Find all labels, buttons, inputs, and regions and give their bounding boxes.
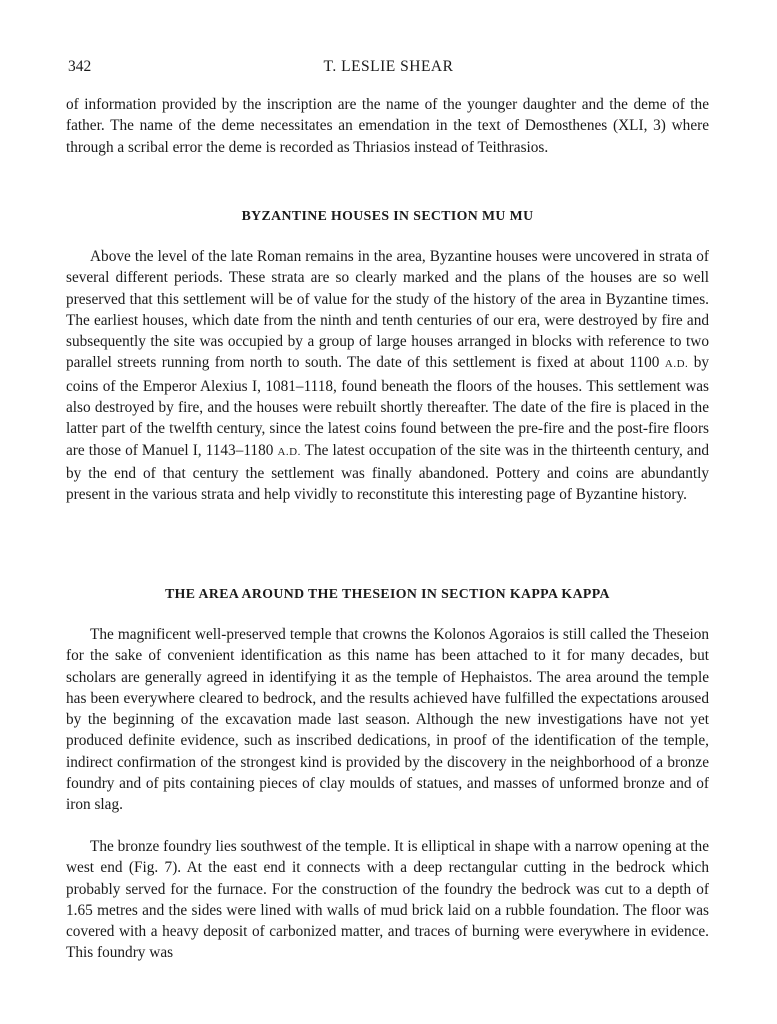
- page-header: [68, 58, 709, 82]
- byzantine-text-part-1: Above the level of the late Roman remains in the area, Byzantine houses were uncovered in strata of several different periods. These strata are so clearly marked and the plans of the houses are so well preserved that this settlement will be of value for the study of the history of the area in Byzantine times. The earliest houses, which date from the ninth and tenth centuries of our era, were destroyed by fire and subsequently the site was occupied by a group of large houses arranged in blocks with reference to two parallel streets running from north to south. The date of this settlement is fixed at about 1100: [66, 248, 709, 372]
- page-number: 342: [68, 58, 92, 75]
- section-heading-byzantine: BYZANTINE HOUSES IN SECTION MU MU: [241, 208, 534, 223]
- byzantine-text-part-3: The latest occupation of the site was in the thirteenth century, and by the end of that century the settlement was finally abandoned. Pottery and coins are abundantly present in the various strata and help vividly to reconstitute this interesting page of Byzantine history.: [66, 441, 710, 504]
- era-abbreviation: A.D.: [664, 358, 689, 371]
- section-heading-theseion: THE AREA AROUND THE THESEION IN SECTION KAPPA KAPPA: [165, 586, 610, 601]
- intro-paragraph: of information provided by the inscription are the name of the younger daughter and the deme of the father. The name of the deme necessitates an emendation in the text of Demosthenes (XLI, 3) where through a scribal error the deme is recorded as Thriasios instead of Teithrasios.: [66, 96, 709, 156]
- era-abbreviation: A.D.: [277, 445, 301, 458]
- theseion-paragraph: The magnificent well-preserved temple that crowns the Kolonos Agoraios is still called the Theseion for the sake of convenient identification as this name has been attached to it for many decades, but scholars are generally agreed in identifying it as the temple of Hephaistos. The area around the temple has been everywhere cleared to bedrock, and the results achieved have fulfilled the expectations aroused by the beginning of the excavation made last season. Although the new investigations have not yet produced definite evidence, such as inscribed dedications, in proof of the identification of the temple, indirect confirmation of the strongest kind is provided by the discovery in the neighborhood of a bronze foundry and of pits containing pieces of clay moulds of statues, and masses of unformed bronze and of iron slag.: [66, 626, 709, 814]
- byzantine-text-part-2: by coins of the Emperor Alexius I, 1081–1118, found beneath the floors of the houses. This settlement was also destroyed by fire, and the houses were rebuilt shortly thereafter. The date of the fire is placed in the latter part of the twelfth century, since the latest coins found between the pre-fire and the post-fire floors are those of Manuel I, 1143–1180: [66, 354, 709, 459]
- byzantine-paragraph: [66, 246, 709, 506]
- foundry-paragraph: The bronze foundry lies southwest of the temple. It is elliptical in shape with a narrow opening at the west end (Fig. 7). At the east end it connects with a deep rectangular cutting in the bedrock which probably served for the furnace. For the construction of the foundry the bedrock was cut to a depth of 1.65 metres and the sides were lined with walls of mud brick laid on a rubble foundation. The floor was covered with a heavy deposit of carbonized matter, and traces of burning were everywhere in evidence. This foundry was: [66, 838, 709, 962]
- running-head: T. LESLIE SHEAR: [323, 58, 454, 75]
